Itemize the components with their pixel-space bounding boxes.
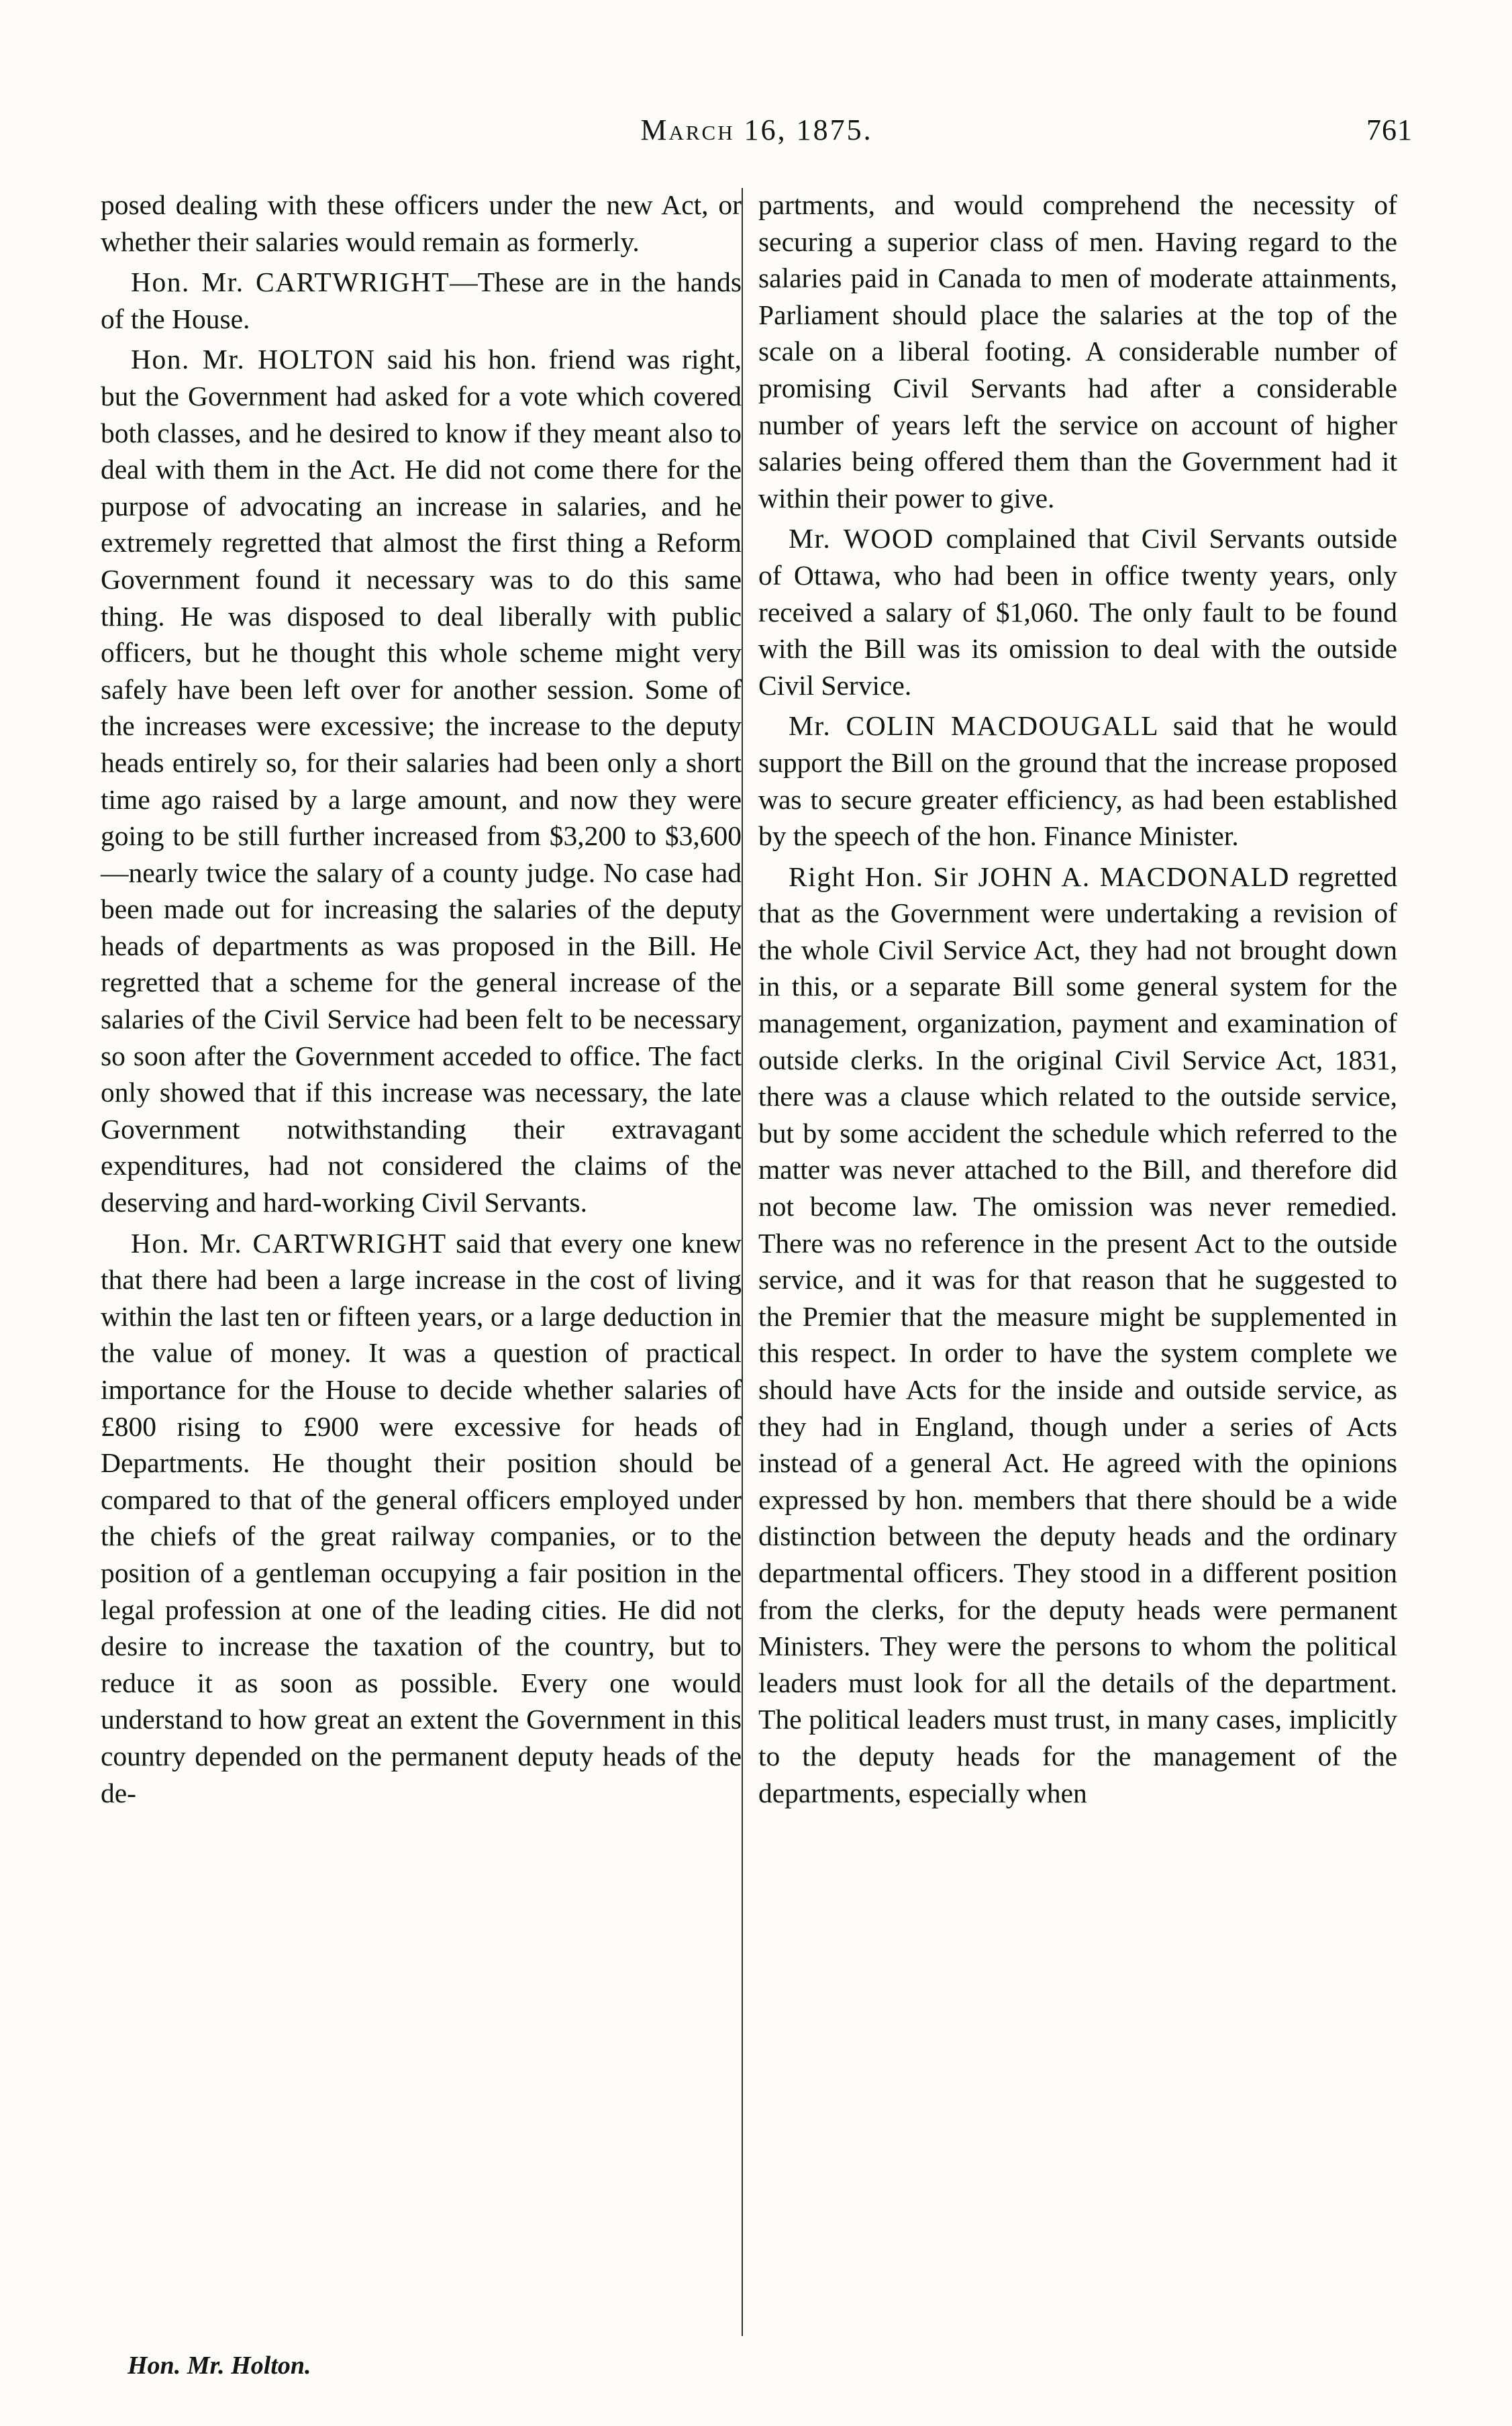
column-divider (742, 188, 743, 2336)
paragraph-text: said that he would support the Bill on the ground that the increase proposed was to secure greater efficiency, as had been established by the speech of the hon. Finance Minister. (758, 710, 1398, 852)
left-column (101, 187, 742, 1815)
speaker-name: Right Hon. Sir JOHN A. MACDONALD (789, 861, 1290, 892)
page-number: 761 (1366, 113, 1413, 146)
paragraph-text: complained that Civil Servants outside of Ottawa, who had been in office twenty years, only received a salary of $1,060. The only fault to be found with the Bill was its omission to deal with the outside Civil Service. (758, 523, 1397, 701)
paragraph-text: —These are in the hands of the House. (101, 266, 742, 334)
speaker-name: Mr. WOOD (789, 523, 934, 554)
speaker-name: Hon. Mr. HOLTON (131, 344, 376, 375)
page-date: March 16, 1875. (640, 113, 873, 146)
paragraph (101, 341, 742, 1220)
paragraph-text: regretted that as the Government were undertaking a revision of the whole Civil Service Act, they had not brought down in this, or a separate Bill some general system for the management, organization, payment and examination of outside clerks. In the original Civil Service Act, 1831, there was a clause which related to the outside service, but by some accident the schedule which referred to the matter was never attached to the Bill, and therefore did not become law. The omission was never remedied. There was no reference in the present Act to the outside service, and it was for that reason that he suggested to the Premier that the measure might be supplemented in this respect. In order to have the system complete we should have Acts for the inside and outside service, as they had in England, though under a series of Acts instead of a general Act. He agreed with the opinions expressed by hon. members that there should be a wide distinction between the deputy heads and the ordinary departmental officers. They stood in a different position from the clerks, for the deputy heads were permanent Ministers. They were the persons to whom the political leaders must look for all the details of the department. The political leaders must trust, in many cases, implicitly to the deputy heads for the management of the departments, especially when (758, 861, 1397, 1808)
paragraph (758, 187, 1397, 516)
page-header (101, 113, 1413, 160)
paragraph (101, 187, 742, 260)
paragraph (758, 520, 1397, 703)
footer-signature: Hon. Mr. Holton. (128, 2351, 311, 2380)
paragraph (101, 1225, 742, 1812)
paragraph-text: said his hon. friend was right, but the Government had asked for a vote which covered both classes, and he desired to know if they meant also to deal with them in the Act. He did not come there for the purpose of advocating an increase in salaries, and he extremely regretted that almost the first thing a Reform Government found it necessary was to do this same thing. He was disposed to deal liberally with public officers, but he thought this whole scheme might very safely have been left over for another session. Some of the increases were excessive; the increase to the deputy heads entirely so, for their salaries had been only a short time ago raised by a large amount, and now they were going to be still further increased from $3,200 to $3,600—nearly twice the salary of a county judge. No case had been made out for increasing the salaries of the deputy heads of departments as was proposed in the Bill. He regretted that a scheme for the general increase of the salaries of the Civil Service had been felt to be necessary so soon after the Government acceded to office. The fact only showed that if this increase was necessary, the late Government notwithstanding their extravagant expenditures, had not considered the claims of the deserving and hard-working Civil Servants. (101, 344, 742, 1218)
paragraph (758, 708, 1397, 854)
paragraph (101, 264, 742, 337)
paragraph-text: partments, and would comprehend the necessity of securing a superior class of men. Having regard to the salaries paid in Canada to men of moderate attainments, Parliament should place the salaries at the top of the scale on a liberal footing. A considerable number of promising Civil Servants had after a considerable number of years left the service on account of higher salaries being offered them than the Government had it within their power to give. (758, 189, 1397, 514)
paragraph-text: said that every one knew that there had been a large increase in the cost of living within the last ten or fifteen years, or a large deduction in the value of money. It was a question of practical importance for the House to decide whether salaries of £800 rising to £900 were excessive for heads of Departments. He thought their position should be compared to that of the general officers employed under the chiefs of the great railway companies, or to the position of a gentleman occupying a fair position in the legal profession at one of the leading cities. He did not desire to increase the taxation of the country, but to reduce it as soon as possible. Every one would understand to how great an extent the Government in this country depended on the permanent deputy heads of the de- (101, 1227, 742, 1808)
speaker-name: Mr. COLIN MACDOUGALL (789, 710, 1160, 742)
paragraph (758, 859, 1397, 1811)
speaker-name: Hon. Mr. CARTWRIGHT (131, 266, 450, 298)
paragraph-text: posed dealing with these officers under the new Act, or whether their salaries would remain as formerly. (101, 189, 742, 257)
right-column (758, 187, 1397, 1815)
speaker-name: Hon. Mr. CARTWRIGHT (131, 1227, 447, 1259)
